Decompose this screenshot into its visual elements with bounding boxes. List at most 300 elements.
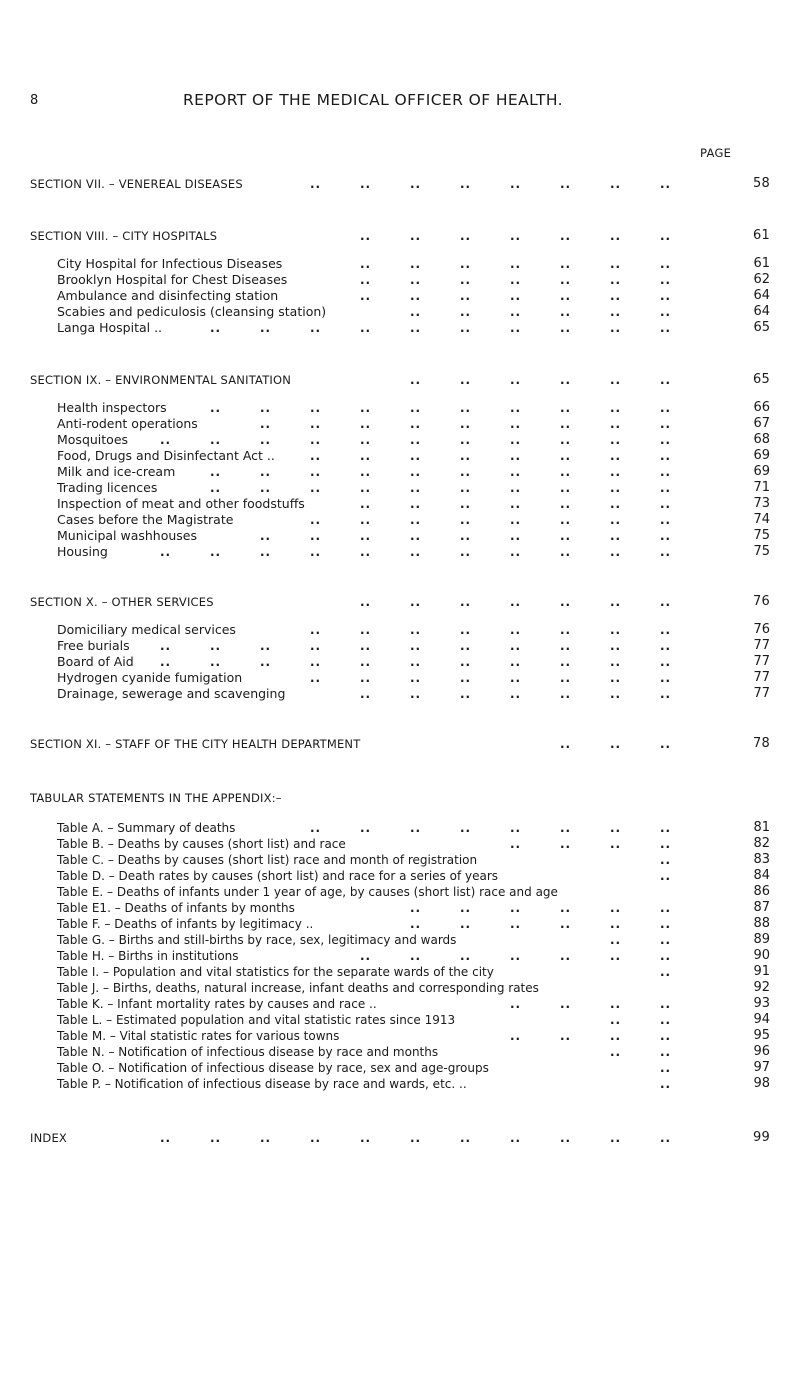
toc-entry — [30, 432, 770, 448]
leader-dots: .. — [510, 465, 522, 479]
toc-entry-label: Table C. – Deaths by causes (short list) race and month of registration — [57, 853, 478, 867]
leader-dots: .. — [610, 177, 622, 191]
leader-dots: .. — [260, 545, 272, 559]
leader-dots: .. — [560, 465, 572, 479]
leader-dots: .. — [510, 401, 522, 415]
leader-dots: .. — [560, 273, 572, 287]
leader-dots: .. — [510, 639, 522, 653]
leader-dots: .. — [460, 497, 472, 511]
leader-dots: .. — [160, 1131, 172, 1145]
toc-entry — [30, 400, 770, 416]
toc-entry — [30, 512, 770, 528]
toc-entry — [30, 416, 770, 432]
leader-dots: .. — [660, 737, 672, 751]
leader-dots: .. — [560, 655, 572, 669]
toc-entry — [30, 288, 770, 304]
leader-dots: .. — [310, 655, 322, 669]
toc-entry-label: Langa Hospital .. — [57, 320, 163, 335]
leader-dots: .. — [660, 821, 672, 835]
toc-entry — [30, 622, 770, 638]
leader-dots: .. — [460, 529, 472, 543]
leader-dots: .. — [610, 273, 622, 287]
leader-dots: .. — [560, 1029, 572, 1043]
leader-dots: .. — [660, 321, 672, 335]
leader-dots: .. — [210, 1131, 222, 1145]
toc-entry-page: 92 — [753, 980, 770, 995]
leader-dots: .. — [410, 595, 422, 609]
toc-entry-page: 65 — [753, 372, 770, 387]
leader-dots: .. — [410, 917, 422, 931]
toc-entry — [30, 272, 770, 288]
toc-entry-table — [30, 820, 770, 836]
leader-dots: .. — [510, 687, 522, 701]
leader-dots: .. — [460, 289, 472, 303]
toc-entry-table — [30, 1012, 770, 1028]
leader-dots: .. — [610, 1131, 622, 1145]
leader-dots: .. — [510, 1029, 522, 1043]
leader-dots: .. — [610, 1029, 622, 1043]
toc-entry-page: 62 — [753, 272, 770, 287]
leader-dots: .. — [510, 305, 522, 319]
toc-entry-page: 67 — [753, 416, 770, 431]
leader-dots: .. — [560, 917, 572, 931]
leader-dots: .. — [310, 671, 322, 685]
toc-entry-label: Inspection of meat and other foodstuffs — [57, 496, 305, 511]
toc-entry-label: Table K. – Infant mortality rates by causes and race .. — [57, 997, 377, 1011]
leader-dots: .. — [510, 997, 522, 1011]
toc-entry-page: 83 — [753, 852, 770, 867]
leader-dots: .. — [410, 373, 422, 387]
leader-dots: .. — [610, 821, 622, 835]
leader-dots: .. — [410, 481, 422, 495]
leader-dots: .. — [160, 655, 172, 669]
leader-dots: .. — [560, 257, 572, 271]
leader-dots: .. — [610, 933, 622, 947]
toc-entry-page: 76 — [753, 622, 770, 637]
page-column-label: PAGE — [700, 146, 732, 160]
leader-dots: .. — [310, 1131, 322, 1145]
leader-dots: .. — [460, 273, 472, 287]
leader-dots: .. — [660, 623, 672, 637]
leader-dots: .. — [660, 671, 672, 685]
leader-dots: .. — [510, 177, 522, 191]
toc-entry-label: Table E1. – Deaths of infants by months — [57, 901, 295, 915]
toc-entry-page: 61 — [753, 256, 770, 271]
leader-dots: .. — [460, 257, 472, 271]
leader-dots: .. — [360, 1131, 372, 1145]
toc-entry-label: SECTION XI. – STAFF OF THE CITY HEALTH DEPARTMENT — [30, 737, 361, 751]
toc-entry-table — [30, 1044, 770, 1060]
leader-dots: .. — [610, 949, 622, 963]
toc-entry — [30, 304, 770, 320]
leader-dots: .. — [660, 417, 672, 431]
leader-dots: .. — [660, 513, 672, 527]
toc-entry-table — [30, 932, 770, 948]
leader-dots: .. — [560, 513, 572, 527]
toc-entry-label: Municipal washhouses — [57, 528, 198, 543]
toc-entry — [30, 670, 770, 686]
toc-entry-label: Table G. – Births and still-births by race, sex, legitimacy and wards — [57, 933, 457, 947]
leader-dots: .. — [310, 623, 322, 637]
leader-dots: .. — [610, 1045, 622, 1059]
toc-entry-label: Table E. – Deaths of infants under 1 year of age, by causes (short list) race and age — [57, 885, 558, 899]
leader-dots: .. — [510, 821, 522, 835]
leader-dots: .. — [560, 449, 572, 463]
leader-dots: .. — [510, 289, 522, 303]
toc-entry-page: 76 — [753, 594, 770, 609]
leader-dots: .. — [410, 671, 422, 685]
leader-dots: .. — [560, 837, 572, 851]
leader-dots: .. — [610, 229, 622, 243]
toc-entry-label: Free burials — [57, 638, 130, 653]
toc-entry-page: 66 — [753, 400, 770, 415]
toc-entry-label: Table F. – Deaths of infants by legitimacy .. — [57, 917, 314, 931]
toc-entry-label: Table M. – Vital statistic rates for various towns — [57, 1029, 340, 1043]
leader-dots: .. — [310, 513, 322, 527]
leader-dots: .. — [460, 449, 472, 463]
toc-entry-page: 77 — [753, 686, 770, 701]
toc-entry-table — [30, 852, 770, 868]
leader-dots: .. — [660, 433, 672, 447]
leader-dots: .. — [360, 229, 372, 243]
leader-dots: .. — [660, 465, 672, 479]
leader-dots: .. — [560, 401, 572, 415]
toc-entry — [30, 480, 770, 496]
leader-dots: .. — [510, 273, 522, 287]
page-number: 8 — [30, 93, 39, 108]
leader-dots: .. — [460, 545, 472, 559]
leader-dots: .. — [660, 1029, 672, 1043]
leader-dots: .. — [610, 373, 622, 387]
leader-dots: .. — [660, 1061, 672, 1075]
leader-dots: .. — [410, 1131, 422, 1145]
leader-dots: .. — [610, 481, 622, 495]
toc-entry-section-viii — [30, 228, 770, 244]
leader-dots: .. — [510, 373, 522, 387]
leader-dots: .. — [410, 639, 422, 653]
toc-entry — [30, 464, 770, 480]
leader-dots: .. — [260, 401, 272, 415]
leader-dots: .. — [210, 639, 222, 653]
leader-dots: .. — [660, 933, 672, 947]
toc-entry — [30, 496, 770, 512]
leader-dots: .. — [460, 595, 472, 609]
toc-entry — [30, 638, 770, 654]
leader-dots: .. — [310, 449, 322, 463]
leader-dots: .. — [410, 257, 422, 271]
leader-dots: .. — [560, 417, 572, 431]
toc-entry-table — [30, 1060, 770, 1076]
leader-dots: .. — [610, 997, 622, 1011]
toc-entry-page: 73 — [753, 496, 770, 511]
leader-dots: .. — [660, 997, 672, 1011]
toc-entry-label: Anti-rodent operations — [57, 416, 198, 431]
leader-dots: .. — [310, 417, 322, 431]
leader-dots: .. — [610, 465, 622, 479]
leader-dots: .. — [460, 687, 472, 701]
leader-dots: .. — [410, 289, 422, 303]
leader-dots: .. — [360, 639, 372, 653]
leader-dots: .. — [460, 901, 472, 915]
leader-dots: .. — [510, 671, 522, 685]
leader-dots: .. — [560, 497, 572, 511]
leader-dots: .. — [410, 497, 422, 511]
leader-dots: .. — [410, 417, 422, 431]
leader-dots: .. — [160, 545, 172, 559]
leader-dots: .. — [360, 449, 372, 463]
leader-dots: .. — [660, 869, 672, 883]
leader-dots: .. — [560, 545, 572, 559]
leader-dots: .. — [360, 623, 372, 637]
toc-entry-table — [30, 916, 770, 932]
leader-dots: .. — [460, 465, 472, 479]
toc-entry-label: Cases before the Magistrate — [57, 512, 234, 527]
toc-entry-page: 99 — [753, 1130, 770, 1145]
dot-leader — [30, 1130, 770, 1146]
leader-dots: .. — [660, 305, 672, 319]
leader-dots: .. — [510, 257, 522, 271]
leader-dots: .. — [560, 373, 572, 387]
leader-dots: .. — [510, 417, 522, 431]
leader-dots: .. — [660, 837, 672, 851]
leader-dots: .. — [560, 623, 572, 637]
toc-entry-index — [30, 1130, 770, 1146]
toc-entry-page: 96 — [753, 1044, 770, 1059]
leader-dots: .. — [510, 529, 522, 543]
leader-dots: .. — [460, 655, 472, 669]
leader-dots: .. — [660, 917, 672, 931]
leader-dots: .. — [660, 965, 672, 979]
leader-dots: .. — [510, 655, 522, 669]
leader-dots: .. — [310, 401, 322, 415]
leader-dots: .. — [560, 529, 572, 543]
leader-dots: .. — [410, 449, 422, 463]
toc-entry-label: Table I. – Population and vital statistics for the separate wards of the city — [57, 965, 494, 979]
leader-dots: .. — [560, 321, 572, 335]
toc-entry-label: Table N. – Notification of infectious disease by race and months — [57, 1045, 439, 1059]
leader-dots: .. — [410, 321, 422, 335]
toc-entry-page: 77 — [753, 638, 770, 653]
leader-dots: .. — [360, 497, 372, 511]
leader-dots: .. — [360, 321, 372, 335]
leader-dots: .. — [610, 1013, 622, 1027]
toc-entry-label: Housing — [57, 544, 108, 559]
leader-dots: .. — [610, 737, 622, 751]
leader-dots: .. — [410, 513, 422, 527]
toc-entry-page: 87 — [753, 900, 770, 915]
leader-dots: .. — [310, 529, 322, 543]
toc-entry-table — [30, 1028, 770, 1044]
toc-entry — [30, 528, 770, 544]
leader-dots: .. — [360, 481, 372, 495]
leader-dots: .. — [660, 1045, 672, 1059]
leader-dots: .. — [510, 545, 522, 559]
leader-dots: .. — [310, 821, 322, 835]
toc-entry-label: Table D. – Death rates by causes (short list) and race for a series of years — [57, 869, 499, 883]
leader-dots: .. — [410, 273, 422, 287]
leader-dots: .. — [610, 305, 622, 319]
leader-dots: .. — [610, 529, 622, 543]
leader-dots: .. — [260, 417, 272, 431]
toc-entry-table — [30, 868, 770, 884]
leader-dots: .. — [460, 639, 472, 653]
leader-dots: .. — [360, 289, 372, 303]
leader-dots: .. — [610, 595, 622, 609]
toc-entry-section-xi — [30, 736, 770, 752]
leader-dots: .. — [510, 321, 522, 335]
leader-dots: .. — [410, 465, 422, 479]
leader-dots: .. — [210, 655, 222, 669]
leader-dots: .. — [310, 639, 322, 653]
leader-dots: .. — [360, 545, 372, 559]
leader-dots: .. — [310, 481, 322, 495]
toc-entry-label: Mosquitoes — [57, 432, 129, 447]
toc-entry-page: 97 — [753, 1060, 770, 1075]
toc-entry-table — [30, 884, 770, 900]
toc-entry-table — [30, 900, 770, 916]
toc-entry-page: 94 — [753, 1012, 770, 1027]
leader-dots: .. — [560, 671, 572, 685]
toc-entry-page: 84 — [753, 868, 770, 883]
leader-dots: .. — [610, 289, 622, 303]
leader-dots: .. — [460, 433, 472, 447]
leader-dots: .. — [560, 737, 572, 751]
leader-dots: .. — [410, 433, 422, 447]
toc-entry-label: SECTION VII. – VENEREAL DISEASES — [30, 177, 243, 191]
toc-entry-page: 77 — [753, 670, 770, 685]
leader-dots: .. — [610, 917, 622, 931]
leader-dots: .. — [660, 901, 672, 915]
toc-entry-page: 89 — [753, 932, 770, 947]
toc-entry-page: 93 — [753, 996, 770, 1011]
toc-entry-section-x — [30, 594, 770, 610]
leader-dots: .. — [510, 229, 522, 243]
leader-dots: .. — [610, 671, 622, 685]
leader-dots: .. — [560, 177, 572, 191]
leader-dots: .. — [360, 433, 372, 447]
toc-entry-label: Drainage, sewerage and scavenging — [57, 686, 286, 701]
dot-leader — [30, 544, 770, 560]
leader-dots: .. — [460, 623, 472, 637]
leader-dots: .. — [610, 545, 622, 559]
leader-dots: .. — [310, 177, 322, 191]
toc-entry-page: 71 — [753, 480, 770, 495]
toc-entry-page: 68 — [753, 432, 770, 447]
leader-dots: .. — [510, 949, 522, 963]
toc-entry-page: 75 — [753, 544, 770, 559]
leader-dots: .. — [660, 545, 672, 559]
leader-dots: .. — [410, 687, 422, 701]
leader-dots: .. — [660, 449, 672, 463]
leader-dots: .. — [610, 257, 622, 271]
leader-dots: .. — [360, 273, 372, 287]
toc-entry-label: Scabies and pediculosis (cleansing station) — [57, 304, 327, 319]
toc-entry-page: 88 — [753, 916, 770, 931]
leader-dots: .. — [610, 449, 622, 463]
leader-dots: .. — [510, 917, 522, 931]
toc-entry-page: 64 — [753, 304, 770, 319]
leader-dots: .. — [560, 687, 572, 701]
toc-entry — [30, 256, 770, 272]
toc-entry-section-ix — [30, 372, 770, 388]
toc-entry — [30, 320, 770, 336]
leader-dots: .. — [510, 623, 522, 637]
toc-entry-label: Domiciliary medical services — [57, 622, 236, 637]
leader-dots: .. — [660, 373, 672, 387]
leader-dots: .. — [360, 401, 372, 415]
toc-entry-label: Table O. – Notification of infectious disease by race, sex and age-groups — [57, 1061, 489, 1075]
leader-dots: .. — [460, 671, 472, 685]
leader-dots: .. — [660, 655, 672, 669]
leader-dots: .. — [610, 623, 622, 637]
leader-dots: .. — [560, 949, 572, 963]
leader-dots: .. — [510, 901, 522, 915]
leader-dots: .. — [460, 513, 472, 527]
leader-dots: .. — [660, 949, 672, 963]
leader-dots: .. — [460, 229, 472, 243]
leader-dots: .. — [560, 305, 572, 319]
toc-entry-label: Food, Drugs and Disinfectant Act .. — [57, 448, 275, 463]
leader-dots: .. — [210, 401, 222, 415]
toc-entry-label: Milk and ice-cream — [57, 464, 176, 479]
leader-dots: .. — [510, 497, 522, 511]
toc-entry-table — [30, 1076, 770, 1092]
leader-dots: .. — [360, 821, 372, 835]
leader-dots: .. — [260, 481, 272, 495]
leader-dots: .. — [660, 177, 672, 191]
toc-entry-label: Table B. – Deaths by causes (short list) and race — [57, 837, 346, 851]
leader-dots: .. — [660, 529, 672, 543]
leader-dots: .. — [410, 949, 422, 963]
toc-entry-page: 91 — [753, 964, 770, 979]
toc-entry-page: 77 — [753, 654, 770, 669]
leader-dots: .. — [360, 257, 372, 271]
leader-dots: .. — [560, 229, 572, 243]
toc-entry-label: Table L. – Estimated population and vital statistic rates since 1913 — [57, 1013, 456, 1027]
leader-dots: .. — [560, 639, 572, 653]
toc-entry-label: Ambulance and disinfecting station — [57, 288, 279, 303]
toc-entry-page: 75 — [753, 528, 770, 543]
leader-dots: .. — [660, 229, 672, 243]
toc-entry-label: SECTION VIII. – CITY HOSPITALS — [30, 229, 218, 243]
leader-dots: .. — [660, 1013, 672, 1027]
leader-dots: .. — [260, 1131, 272, 1145]
leader-dots: .. — [410, 655, 422, 669]
toc-entry — [30, 448, 770, 464]
leader-dots: .. — [660, 481, 672, 495]
leader-dots: .. — [210, 465, 222, 479]
leader-dots: .. — [660, 1077, 672, 1091]
leader-dots: .. — [610, 417, 622, 431]
leader-dots: .. — [610, 321, 622, 335]
leader-dots: .. — [310, 433, 322, 447]
leader-dots: .. — [510, 433, 522, 447]
toc-entry-section-vii — [30, 176, 770, 192]
leader-dots: .. — [210, 321, 222, 335]
leader-dots: .. — [560, 901, 572, 915]
leader-dots: .. — [210, 545, 222, 559]
leader-dots: .. — [410, 901, 422, 915]
leader-dots: .. — [460, 821, 472, 835]
leader-dots: .. — [360, 655, 372, 669]
toc-entry-table — [30, 948, 770, 964]
toc-entry-table — [30, 996, 770, 1012]
toc-entry-page: 64 — [753, 288, 770, 303]
toc-entry-table — [30, 980, 770, 996]
leader-dots: .. — [510, 449, 522, 463]
leader-dots: .. — [610, 837, 622, 851]
leader-dots: .. — [660, 289, 672, 303]
